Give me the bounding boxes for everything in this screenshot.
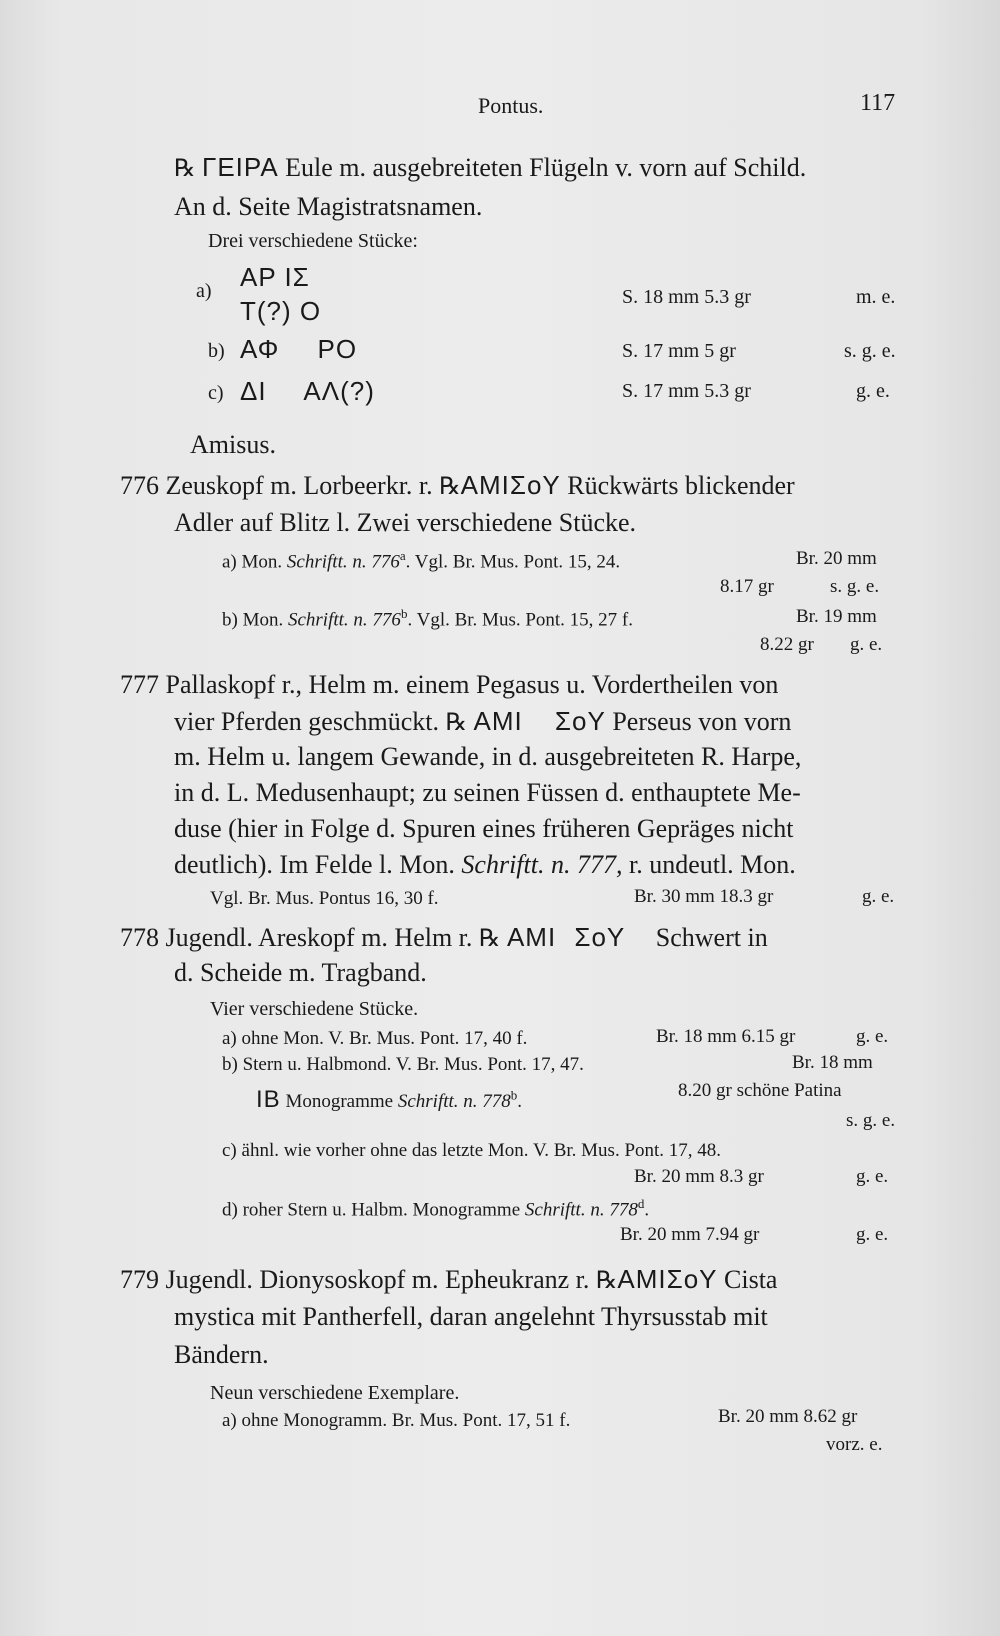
entry-777-line-5: duse (hier in Folge d. Spuren eines früheren Gepräges nicht	[174, 814, 794, 843]
entry-776-a-condition: s. g. e.	[830, 576, 880, 597]
entry-778-d-ref: d) roher Stern u. Halbm. Monogramme Schriftt. n. 778$^d$.	[222, 1196, 650, 1221]
recipe-symbol: ℞	[439, 474, 461, 500]
greek-legend: ΑΜΙΣoΥ	[460, 470, 561, 500]
recipe-symbol: ℞	[595, 1268, 618, 1294]
entry-777-line-6: deutlich). Im Felde l. Mon. Schriftt. n. 777, r. undeutl. Mon.	[174, 850, 796, 879]
variant-c-size: S. 17 mm 5.3 gr	[622, 380, 751, 402]
entry-top-line-2: An d. Seite Magistratsnamen.	[174, 192, 483, 221]
variant-a-greek-top: ΑΡ ΙΣ	[240, 262, 310, 292]
entry-778-b-weight: 8.20 gr schöne Patina	[678, 1080, 842, 1101]
entry-776-line-2: Adler auf Blitz l. Zwei verschiedene Stücke.	[174, 508, 637, 537]
entry-778-b-ref: b) Stern u. Halbmond. V. Br. Mus. Pont. 17, 47.	[222, 1054, 584, 1075]
entry-777-line-4: in d. L. Medusenhaupt; zu seinen Füssen d. enthauptete Me-	[174, 778, 801, 807]
entry-779-a-condition: vorz. e.	[826, 1434, 883, 1455]
entry-776-line-1	[120, 470, 795, 501]
entry-778-d-size: Br. 20 mm 7.94 gr	[620, 1224, 760, 1245]
entry-number: 776	[120, 471, 159, 500]
entry-779-a-size: Br. 20 mm 8.62 gr	[718, 1406, 858, 1427]
entry-778-d-condition: g. e.	[856, 1224, 889, 1245]
variant-a-label: a)	[196, 280, 212, 302]
greek-legend: ΑΜΙ ΣoΥ	[473, 706, 606, 736]
entry-777-line-1: 777 Pallaskopf r., Helm m. einem Pegasus u. Vordertheilen von	[120, 670, 779, 699]
variant-c-greek: ΔΙ ΑΛ(?)	[240, 376, 375, 406]
entry-779-line-1: 779 Jugendl. Dionysoskopf m. Epheukranz r. ℞ΑΜΙΣoΥ Cista	[120, 1264, 778, 1294]
variant-b-size: S. 17 mm 5 gr	[622, 340, 736, 362]
entry-777-ref: Vgl. Br. Mus. Pontus 16, 30 f.	[210, 888, 439, 909]
entry-779-line-2: mystica mit Pantherfell, daran angelehnt Thyrsusstab mit	[174, 1302, 768, 1331]
entry-778-c-size: Br. 20 mm 8.3 gr	[634, 1166, 764, 1187]
variant-b-label: b)	[208, 340, 225, 362]
entry-777-condition: g. e.	[862, 886, 895, 907]
entry-number: 779	[120, 1265, 159, 1294]
greek-legend: ΙΒ	[256, 1086, 281, 1113]
entry-778-a-ref: a) ohne Mon. V. Br. Mus. Pont. 17, 40 f.	[222, 1028, 528, 1049]
entry-number: 778	[120, 923, 159, 952]
variant-a-size: S. 18 mm 5.3 gr	[622, 286, 751, 308]
entry-top-subhead: Drei verschiedene Stücke:	[208, 230, 418, 252]
entry-777-line-2: vier Pferden geschmückt. ℞ ΑΜΙ ΣoΥ Perseus von vorn	[174, 706, 792, 736]
entry-778-b-size: Br. 18 mm	[792, 1052, 873, 1073]
entry-779-a-ref: a) ohne Monogramm. Br. Mus. Pont. 17, 51 f.	[222, 1410, 571, 1431]
obverse: Zeuskopf m. Lorbeerkr. r.	[165, 471, 433, 500]
entry-number: 777	[120, 670, 159, 699]
entry-776-b-weight: 8.22 gr	[760, 634, 814, 655]
entry-776-b-size: Br. 19 mm	[796, 606, 877, 627]
entry-778-line-2: d. Scheide m. Tragband.	[174, 958, 427, 987]
variant-a-condition: m. e.	[856, 286, 896, 308]
entry-778-c-condition: g. e.	[856, 1166, 889, 1187]
entry-776-b-ref: b) Mon. Schriftt. n. 776$^b$. Vgl. Br. Mus. Pont. 15, 27 f.	[222, 606, 634, 631]
recipe-symbol: ℞	[174, 156, 196, 182]
entry-778-line-1: 778 Jugendl. Areskopf m. Helm r. ℞ ΑΜΙ ΣoΥ Schwert in	[120, 922, 768, 952]
section-heading-amisus: Amisus.	[190, 430, 276, 459]
recipe-symbol: ℞	[445, 710, 467, 736]
entry-778-b-monogram: ΙΒ Monogramme Schriftt. n. 778$^b$.	[256, 1086, 523, 1113]
page-number: 117	[860, 90, 896, 116]
greek-legend: ΓΕΙΡΑ	[202, 152, 279, 182]
greek-legend: ΑΜΙΣoΥ	[617, 1264, 718, 1294]
entry-779-line-3: Bändern.	[174, 1340, 269, 1369]
entry-top-line-1	[174, 152, 806, 183]
entry-777-size: Br. 30 mm 18.3 gr	[634, 886, 774, 907]
entry-778-subhead: Vier verschiedene Stücke.	[210, 998, 419, 1020]
entry-778-a-condition: g. e.	[856, 1026, 889, 1047]
variant-c-label: c)	[208, 382, 224, 404]
running-header: Pontus.	[478, 93, 544, 118]
recipe-symbol: ℞	[478, 926, 501, 952]
entry-778-c-ref: c) ähnl. wie vorher ohne das letzte Mon. V. Br. Mus. Pont. 17, 48.	[222, 1140, 722, 1161]
entry-778-b-condition: s. g. e.	[846, 1110, 896, 1131]
entry-777-line-3: m. Helm u. langem Gewande, in d. ausgebreiteten R. Harpe,	[174, 742, 802, 771]
entry-776-a-weight: 8.17 gr	[720, 576, 774, 597]
entry-776-a-ref: a) Mon. Schriftt. n. 776$^a$. Vgl. Br. Mus. Pont. 15, 24.	[222, 548, 621, 573]
variant-b-greek: ΑΦ ΡΟ	[240, 334, 358, 364]
reverse: Rückwärts blickender	[567, 471, 795, 500]
greek-legend: ΑΜΙ ΣoΥ	[506, 922, 626, 952]
variant-b-condition: s. g. e.	[844, 340, 896, 362]
variant-a-greek-bottom: Τ(?) Ο	[240, 296, 322, 326]
description: Eule m. ausgebreiteten Flügeln v. vorn auf Schild.	[285, 153, 807, 182]
entry-776-a-size: Br. 20 mm	[796, 548, 877, 569]
variant-c-condition: g. e.	[856, 380, 890, 402]
entry-779-subhead: Neun verschiedene Exemplare.	[210, 1382, 460, 1404]
entry-776-b-condition: g. e.	[850, 634, 883, 655]
entry-778-a-size: Br. 18 mm 6.15 gr	[656, 1026, 796, 1047]
